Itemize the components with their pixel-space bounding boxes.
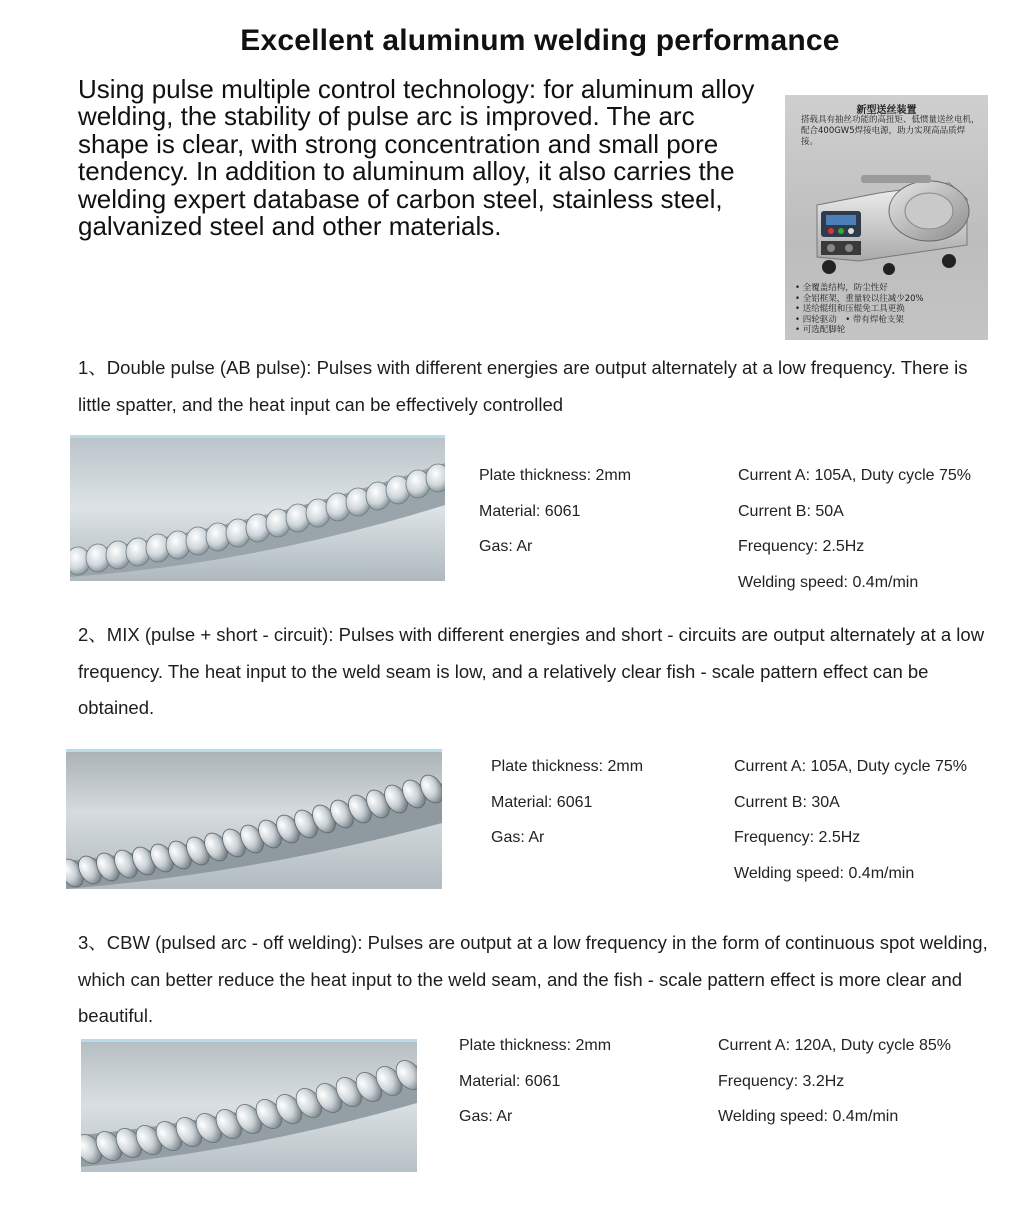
spec-current-b: Current B: 50A	[738, 503, 844, 520]
photo-description: 搭载具有抽丝功能的高扭矩、低惯量送丝电机，配合400GW5焊接电源，助力实现高品质焊接。	[801, 115, 980, 147]
spec-frequency: Frequency: 2.5Hz	[738, 538, 865, 555]
photo-feature-list	[795, 283, 985, 336]
welding-machine-illustration	[799, 165, 977, 277]
weld-bead-photo-1	[70, 435, 445, 581]
weld-bead-photo-2	[66, 749, 442, 889]
section-1-description: 1、Double pulse (AB pulse): Pulses with different energies are output alternately at a low frequency. There is little spatter, and the heat input can be effectively controlled	[78, 357, 968, 415]
spec-material: Material: 6061	[479, 503, 581, 520]
photo-feature: • 四轮驱动 • 带有焊枪支架	[795, 314, 904, 325]
wire-feeder-photo	[785, 95, 988, 340]
intro-paragraph: Using pulse multiple control technology: for aluminum alloy welding, the stability of pulse arc is improved. The arc shape is clear, with strong concentration and small pore tendency. In addition to aluminum alloy, it also carries the welding expert database of carbon steel, stainless steel, galvanized steel and other materials.	[78, 74, 755, 242]
photo-feature: • 送给辊组和压辊免工具更换	[795, 304, 905, 314]
page-title: Excellent aluminum welding performance	[240, 24, 840, 57]
section-3-description: 3、CBW (pulsed arc - off welding): Pulses are output at a low frequency in the form of continuous spot welding, which can better reduce the heat input to the weld seam, and the fish - scale pattern effect is more clear and beautiful.	[78, 932, 988, 1026]
spec-welding-speed: Welding speed: 0.4m/min	[718, 1108, 899, 1125]
spec-plate-thickness: Plate thickness: 2mm	[479, 467, 632, 484]
spec-current-a: Current A: 120A, Duty cycle 85%	[718, 1037, 951, 1054]
spec-gas: Gas: Ar	[459, 1108, 513, 1125]
spec-material: Material: 6061	[459, 1073, 561, 1090]
spec-frequency: Frequency: 3.2Hz	[718, 1073, 845, 1090]
weld-bead-photo-3	[81, 1039, 417, 1172]
section-2-description: 2、MIX (pulse + short - circuit): Pulses with different energies and short - circuits are output alternately at a low frequency. The heat input to the weld seam is low, and a relatively clear fish - scale pattern effect can be obtained.	[78, 624, 985, 718]
photo-feature: • 可选配脚轮	[795, 325, 846, 335]
spec-frequency: Frequency: 2.5Hz	[734, 829, 861, 846]
spec-gas: Gas: Ar	[491, 829, 545, 846]
spec-plate-thickness: Plate thickness: 2mm	[459, 1037, 612, 1054]
photo-feature: • 全覆盖结构，防尘性好	[795, 283, 888, 293]
spec-plate-thickness: Plate thickness: 2mm	[491, 758, 644, 775]
spec-material: Material: 6061	[491, 794, 593, 811]
spec-current-a: Current A: 105A, Duty cycle 75%	[734, 758, 967, 775]
spec-welding-speed: Welding speed: 0.4m/min	[734, 865, 915, 882]
photo-feature: • 全铝框架，重量较以往减少20%	[795, 293, 924, 304]
spec-welding-speed: Welding speed: 0.4m/min	[738, 574, 919, 591]
spec-current-a: Current A: 105A, Duty cycle 75%	[738, 467, 971, 484]
photo-heading: 新型送丝装置	[856, 105, 917, 116]
spec-gas: Gas: Ar	[479, 538, 533, 555]
spec-current-b: Current B: 30A	[734, 794, 840, 811]
